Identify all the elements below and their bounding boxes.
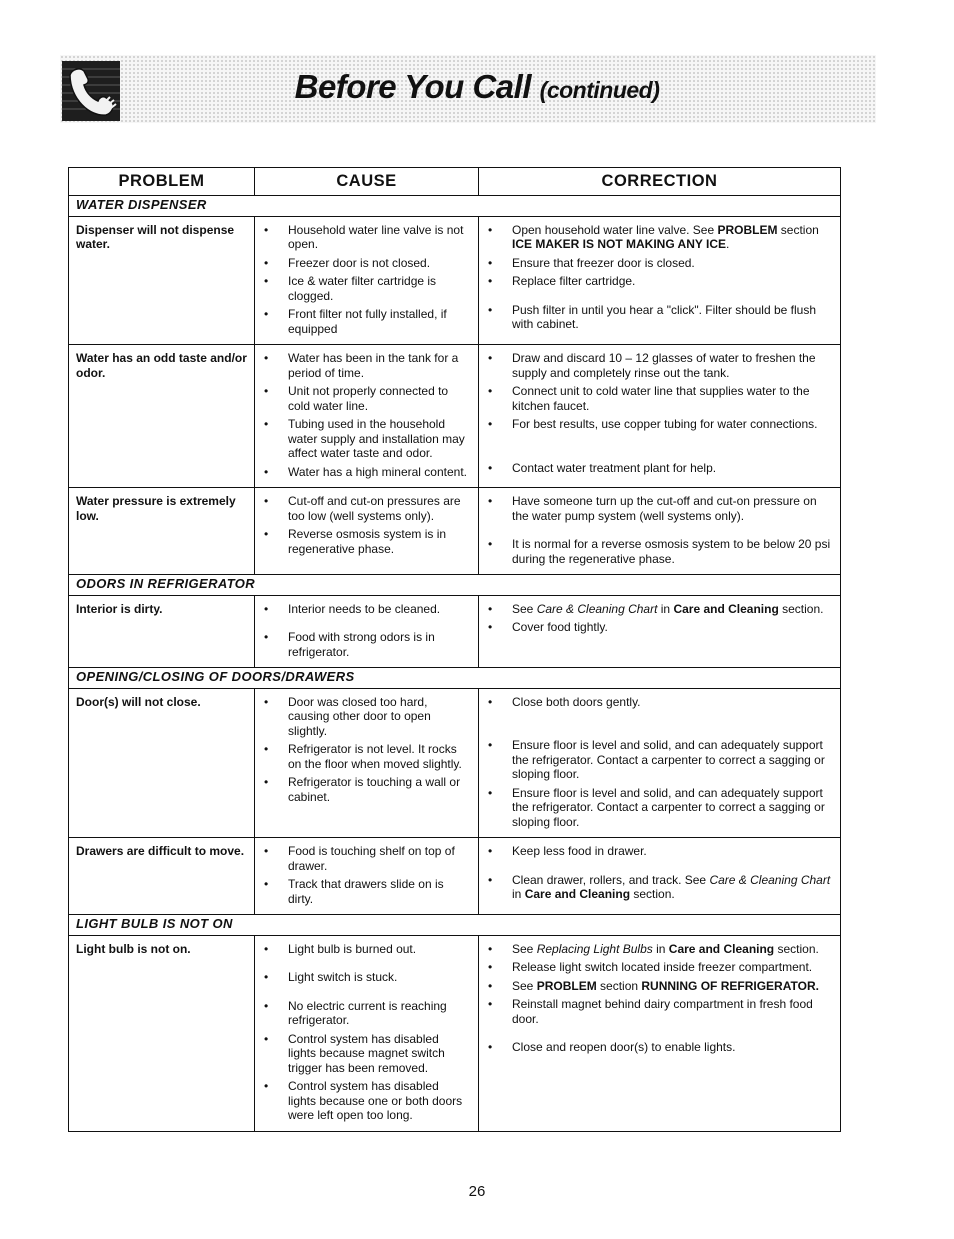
correction-item: • Ensure floor is level and solid, and can adequately support the refrigerator. Contact a carpenter to correct a sagging or sloping floor. xyxy=(485,738,834,782)
correction-cell xyxy=(479,345,841,488)
cause-item: • Front filter not fully installed, if equipped xyxy=(261,307,468,336)
section-row xyxy=(69,668,841,689)
cause-item: • Control system has disabled lights because magnet switch trigger has been removed. xyxy=(261,1032,468,1076)
section-title: OPENING/CLOSING OF DOORS/DRAWERS xyxy=(69,668,841,689)
correction-cell xyxy=(479,935,841,1131)
cause-item: • Door was closed too hard, causing other door to open slightly. xyxy=(261,695,468,739)
correction-cell xyxy=(479,216,841,345)
troubleshooting-table xyxy=(68,167,841,1132)
correction-cell xyxy=(479,595,841,668)
cause-item: • Water has a high mineral content. xyxy=(261,465,468,480)
cause-item: • Control system has disabled lights because one or both doors were left open too long. xyxy=(261,1079,468,1123)
subtitle-text: (continued) xyxy=(539,77,660,103)
correction-item: • Open household water line valve. See PROBLEM section ICE MAKER IS NOT MAKING ANY ICE. xyxy=(485,223,834,252)
problem-cell: Water has an odd taste and/or odor. xyxy=(69,345,255,488)
column-header-problem: PROBLEM xyxy=(69,168,255,196)
cause-item: • Freezer door is not closed. xyxy=(261,256,468,271)
column-header-correction: CORRECTION xyxy=(479,168,841,196)
correction-item: • Release light switch located inside freezer compartment. xyxy=(485,960,834,975)
correction-item: • Keep less food in drawer. xyxy=(485,844,834,859)
section-row xyxy=(69,575,841,596)
cause-item: • Track that drawers slide on is dirty. xyxy=(261,877,468,906)
correction-item: • Draw and discard 10 – 12 glasses of water to freshen the supply and completely rinse out the tank. xyxy=(485,351,834,380)
section-title: LIGHT BULB IS NOT ON xyxy=(69,915,841,936)
cause-item: • Cut-off and cut-on pressures are too low (well systems only). xyxy=(261,494,468,523)
correction-item: • Reinstall magnet behind dairy compartment in fresh food door. xyxy=(485,997,834,1026)
correction-cell xyxy=(479,488,841,575)
table-header-row xyxy=(69,168,841,196)
title-text: Before You Call xyxy=(294,68,531,105)
problem-cell: Dispenser will not dispense water. xyxy=(69,216,255,345)
problem-cell: Light bulb is not on. xyxy=(69,935,255,1131)
cause-cell xyxy=(255,345,479,488)
cause-cell xyxy=(255,838,479,915)
cause-item: • Household water line valve is not open. xyxy=(261,223,468,252)
problem-cell: Interior is dirty. xyxy=(69,595,255,668)
correction-item: • Ensure floor is level and solid, and can adequately support the refrigerator. Contact a carpenter to correct a sagging or sloping floor. xyxy=(485,786,834,830)
cause-item: • Refrigerator is not level. It rocks on the floor when moved slightly. xyxy=(261,742,468,771)
correction-item: • Contact water treatment plant for help. xyxy=(485,461,834,476)
column-header-cause: CAUSE xyxy=(255,168,479,196)
cause-item: • Water has been in the tank for a period of time. xyxy=(261,351,468,380)
cause-item: • Ice & water filter cartridge is clogged. xyxy=(261,274,468,303)
table-row xyxy=(69,216,841,345)
cause-item: • Food is touching shelf on top of drawer. xyxy=(261,844,468,873)
correction-item: • See Replacing Light Bulbs in Care and Cleaning section. xyxy=(485,942,834,957)
correction-item: • Push filter in until you hear a "click". Filter should be flush with cabinet. xyxy=(485,303,834,332)
cause-item: • Refrigerator is touching a wall or cabinet. xyxy=(261,775,468,804)
correction-item: • Clean drawer, rollers, and track. See Care & Cleaning Chart in Care and Cleaning section. xyxy=(485,873,834,902)
section-row xyxy=(69,915,841,936)
table-row xyxy=(69,688,841,838)
cause-cell xyxy=(255,488,479,575)
table-row xyxy=(69,595,841,668)
cause-item: • Reverse osmosis system is in regenerative phase. xyxy=(261,527,468,556)
correction-cell xyxy=(479,838,841,915)
correction-item: • It is normal for a reverse osmosis system to be below 20 psi during the regenerative phase. xyxy=(485,537,834,566)
cause-cell xyxy=(255,935,479,1131)
correction-item: • Have someone turn up the cut-off and cut-on pressure on the water pump system (well systems only). xyxy=(485,494,834,523)
cause-cell xyxy=(255,216,479,345)
cause-item: • Food with strong odors is in refrigerator. xyxy=(261,630,468,659)
problem-cell: Door(s) will not close. xyxy=(69,688,255,838)
correction-item: • Close both doors gently. xyxy=(485,695,834,710)
correction-cell xyxy=(479,688,841,838)
section-title: ODORS IN REFRIGERATOR xyxy=(69,575,841,596)
cause-item: • Interior needs to be cleaned. xyxy=(261,602,468,617)
cause-item: • Light bulb is burned out. xyxy=(261,942,468,957)
correction-item: • Replace filter cartridge. xyxy=(485,274,834,289)
cause-item: • No electric current is reaching refrigerator. xyxy=(261,999,468,1028)
correction-item: • Cover food tightly. xyxy=(485,620,834,635)
table-row xyxy=(69,838,841,915)
section-row xyxy=(69,196,841,217)
correction-item: • See Care & Cleaning Chart in Care and Cleaning section. xyxy=(485,602,834,617)
table-row xyxy=(69,345,841,488)
section-title: WATER DISPENSER xyxy=(69,196,841,217)
table-row xyxy=(69,935,841,1131)
correction-item: • For best results, use copper tubing for water connections. xyxy=(485,417,834,432)
table-row xyxy=(69,488,841,575)
problem-cell: Water pressure is extremely low. xyxy=(69,488,255,575)
correction-item: • See PROBLEM section RUNNING OF REFRIGERATOR. xyxy=(485,979,834,994)
page-title xyxy=(0,68,954,106)
cause-item: • Light switch is stuck. xyxy=(261,970,468,985)
cause-cell xyxy=(255,688,479,838)
problem-cell: Drawers are difficult to move. xyxy=(69,838,255,915)
cause-item: • Unit not properly connected to cold water line. xyxy=(261,384,468,413)
page-number: 26 xyxy=(468,1183,486,1200)
correction-item: • Connect unit to cold water line that supplies water to the kitchen faucet. xyxy=(485,384,834,413)
cause-item: • Tubing used in the household water supply and installation may affect water taste and odor. xyxy=(261,417,468,461)
cause-cell xyxy=(255,595,479,668)
correction-item: • Ensure that freezer door is closed. xyxy=(485,256,834,271)
correction-item: • Close and reopen door(s) to enable lights. xyxy=(485,1040,834,1055)
